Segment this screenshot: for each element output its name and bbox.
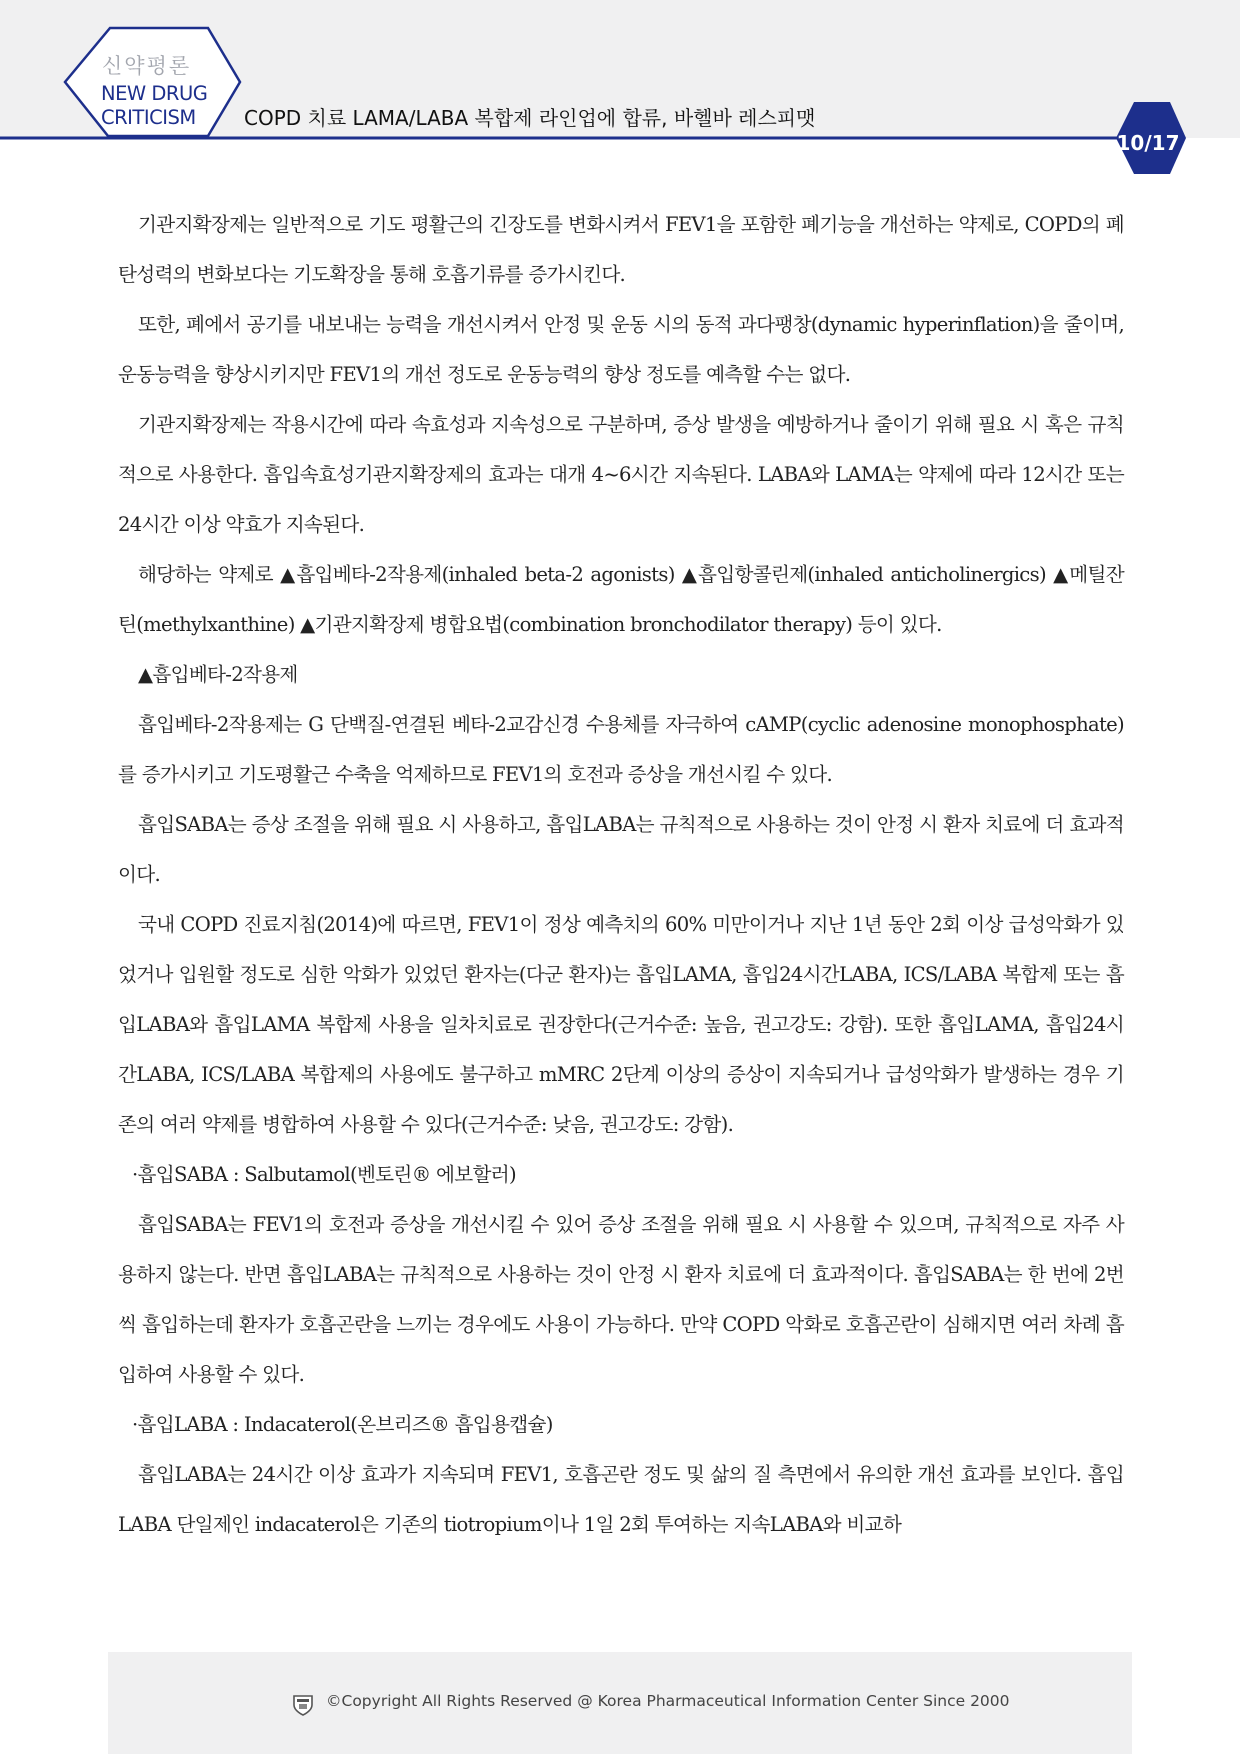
logo-english-line1: NEW DRUG — [101, 82, 208, 105]
paragraph: 국내 COPD 진료지침(2014)에 따르면, FEV1이 정상 예측치의 60% 미만이거나 지난 1년 동안 2회 이상 급성악화가 있었거나 입원할 정도로 심한 악화가 있었던 환자는(다군 환자)는 흡입LAMA, 흡입24시간LABA, ICS/LABA 복합제 또는 흡입LABA와 흡입LAMA 복합제 사용을 일차치료로 권장한다(근거수준: 높음, 권고강도: 강함). 또한 흡입LAMA, 흡입24시간LABA, ICS/LABA 복합제의 사용에도 불구하고 mMRC 2단계 이상의 증상이 지속되거나 급성악화가 발생하는 경우 기존의 여러 약제를 병합하여 사용할 수 있다(근거수준: 낮음, 권고강도: 강함). — [118, 913, 1124, 1136]
paragraph: 또한, 폐에서 공기를 내보내는 능력을 개선시켜서 안정 및 운동 시의 동적 과다팽창(dynamic hyperinflation)을 줄이며, 운동능력을 향상시키지만 FEV1의 개선 정도로 운동능력의 향상 정도를 예측할 수는 없다. — [118, 313, 1124, 386]
section-heading: ▲흡입베타-2작용제 — [138, 663, 298, 686]
paragraph: 흡입SABA는 증상 조절을 위해 필요 시 사용하고, 흡입LABA는 규칙적으로 사용하는 것이 안정 시 환자 치료에 더 효과적이다. — [118, 813, 1124, 886]
logo-korean-text: 신약평론 — [102, 54, 192, 78]
paragraph: 해당하는 약제로 ▲흡입베타-2작용제(inhaled beta-2 agonists) ▲흡입항콜린제(inhaled anticholinergics) ▲메틸잔틴(methylxanthine) ▲기관지확장제 병합요법(combination bronchodilator therapy) 등이 있다. — [118, 563, 1124, 636]
document-title: COPD 치료 LAMA/LABA 복합제 라인업에 합류, 바헬바 레스피맷 — [244, 106, 816, 130]
paragraph: 흡입베타-2작용제는 G 단백질-연결된 베타-2교감신경 수용체를 자극하여 cAMP(cyclic adenosine monophosphate)를 증가시키고 기도평활근 수축을 억제하므로 FEV1의 호전과 증상을 개선시킬 수 있다. — [118, 713, 1124, 786]
drug-subheading-saba: ·흡입SABA : Salbutamol(벤토린® 에보할러) — [132, 1163, 516, 1186]
paragraph: 흡입SABA는 FEV1의 호전과 증상을 개선시킬 수 있어 증상 조절을 위해 필요 시 사용할 수 있으며, 규칙적으로 자주 사용하지 않는다. 반면 흡입LABA는 규칙적으로 사용하는 것이 안정 시 환자 치료에 더 효과적이다. 흡입SABA는 한 번에 2번씩 흡입하는데 환자가 호흡곤란을 느끼는 경우에도 사용이 가능하다. 만약 COPD 악화로 호흡곤란이 심해지면 여러 차례 흡입하여 사용할 수 있다. — [118, 1213, 1124, 1386]
paragraph: 기관지확장제는 작용시간에 따라 속효성과 지속성으로 구분하며, 증상 발생을 예방하거나 줄이기 위해 필요 시 혹은 규칙적으로 사용한다. 흡입속효성기관지확장제의 효과는 대개 4~6시간 지속된다. LABA와 LAMA는 약제에 따라 12시간 또는 24시간 이상 약효가 지속된다. — [118, 413, 1124, 536]
page-number: 10/17 — [1116, 131, 1180, 155]
logo-english-line2: CRITICISM — [101, 106, 196, 129]
article-body — [118, 200, 1124, 1550]
drug-subheading-laba: ·흡입LABA : Indacaterol(온브리즈® 흡입용캡슐) — [132, 1413, 553, 1436]
paragraph: 흡입LABA는 24시간 이상 효과가 지속되며 FEV1, 호흡곤란 정도 및 삶의 질 측면에서 유의한 개선 효과를 보인다. 흡입LABA 단일제인 indacaterol은 기존의 tiotropium이나 1일 2회 투여하는 지속LABA와 비교하 — [118, 1463, 1124, 1536]
shield-emblem-icon — [292, 1693, 314, 1717]
copyright-notice: ©Copyright All Rights Reserved @ Korea Pharmaceutical Information Center Since 2000 — [326, 1692, 1010, 1710]
paragraph: 기관지확장제는 일반적으로 기도 평활근의 긴장도를 변화시켜서 FEV1을 포함한 폐기능을 개선하는 약제로, COPD의 폐탄성력의 변화보다는 기도확장을 통해 호흡기류를 증가시킨다. — [118, 213, 1124, 286]
